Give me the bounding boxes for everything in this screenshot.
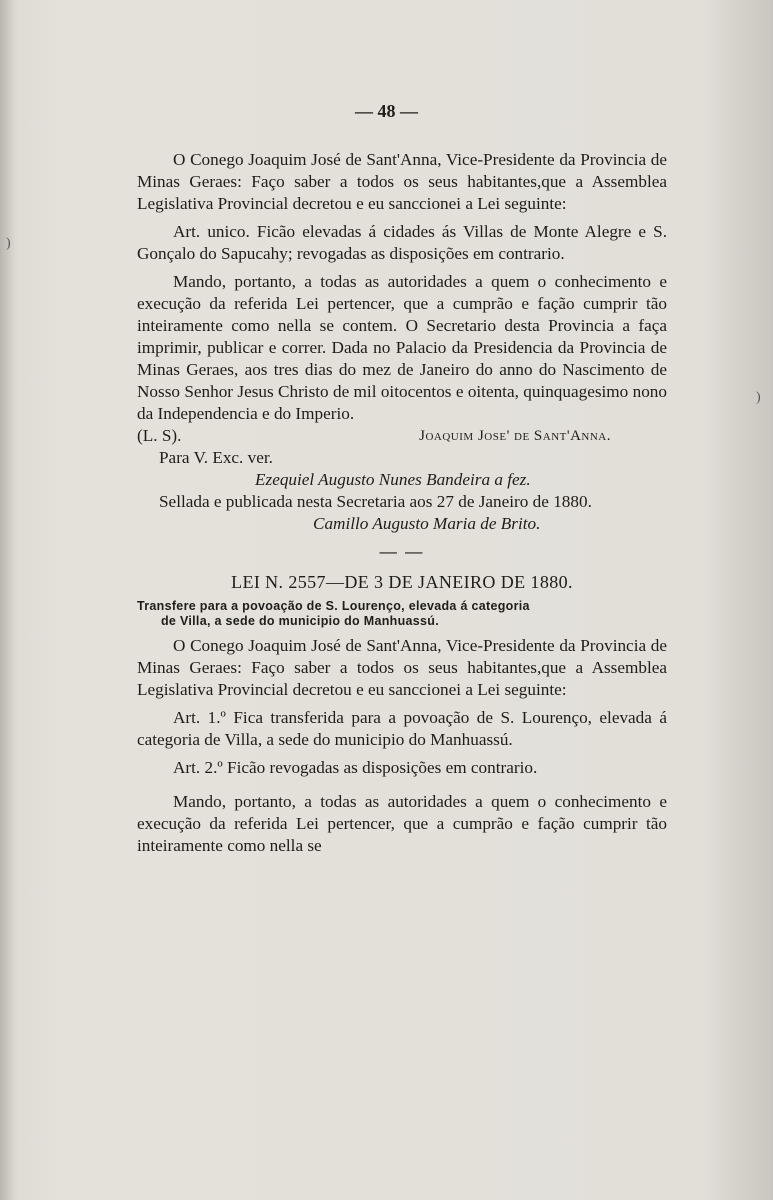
law-title: LEI N. 2557—DE 3 DE JANEIRO DE 1880. (231, 572, 573, 592)
second-law-mando: Mando, portanto, a todas as autoridades a quem o conhecimento e execução da referida Lei pertencer, que a cumprão e fação cumprir tão inteiramente como nella se (137, 792, 667, 855)
law-summary (137, 599, 667, 629)
clerk-line: Ezequiel Augusto Nunes Bandeira a fez. (255, 470, 531, 489)
page-number: — 48 — (355, 101, 418, 121)
second-law-art2: Art. 2.º Ficão revogadas as disposições em contrario. (173, 758, 538, 777)
sellada-line: Sellada e publicada nesta Secretaria aos 27 de Janeiro de 1880. (159, 492, 592, 511)
secretary-signature: Camillo Augusto Maria de Brito. (313, 514, 541, 533)
seal: (L. S). (137, 426, 182, 445)
first-law-mando: Mando, portanto, a todas as autoridades a quem o conhecimento e execução da referida Lei pertencer, que a cumprão e fação cumprir tão inteiramente como nella se contem. O Secretario desta Provincia a faça imprimir, publicar e correr. Dada no Palacio da Presidencia da Provincia de Minas Geraes, aos tres dias do mez de Janeiro do anno do Nascimento de Nosso Senhor Jesus Christo de mil oitocentos e oitenta, quinquagesimo nono da Independencia e do Imperio. (137, 272, 667, 423)
page-text (137, 149, 667, 857)
seal-signature-row (137, 425, 667, 447)
summary-line-2: de Villa, a sede do municipio do Manhuassú. (161, 614, 439, 628)
para-line: Para V. Exc. ver. (159, 448, 273, 467)
second-law-preamble: O Conego Joaquim José de Sant'Anna, Vice-Presidente da Provincia de Minas Geraes: Faço saber a todos os seus habitantes,que a Assemblea Legislativa Provincial decretou e eu sanccionei a Lei seguinte: (137, 636, 667, 699)
first-law-preamble: O Conego Joaquim José de Sant'Anna, Vice-Presidente da Provincia de Minas Geraes: Faço saber a todos os seus habitantes,que a Assemblea Legislativa Provincial decretou e eu sanccionei a Lei seguinte: (137, 150, 667, 213)
separator: — — (379, 542, 425, 561)
margin-mark: ) (756, 390, 761, 405)
summary-line-1: Transfere para a povoação de S. Lourenço, elevada á categoria (137, 599, 530, 613)
signer: Joaquim Jose' de Sant'Anna. (419, 428, 611, 444)
margin-mark: ) (6, 236, 11, 251)
second-law-art1: Art. 1.º Fica transferida para a povoação de S. Lourenço, elevada á categoria de Villa, a sede do municipio do Manhuassú. (137, 708, 667, 749)
first-law-article: Art. unico. Ficão elevadas á cidades ás Villas de Monte Alegre e S. Gonçalo do Sapucahy; revogadas as disposições em contrario. (137, 222, 667, 263)
